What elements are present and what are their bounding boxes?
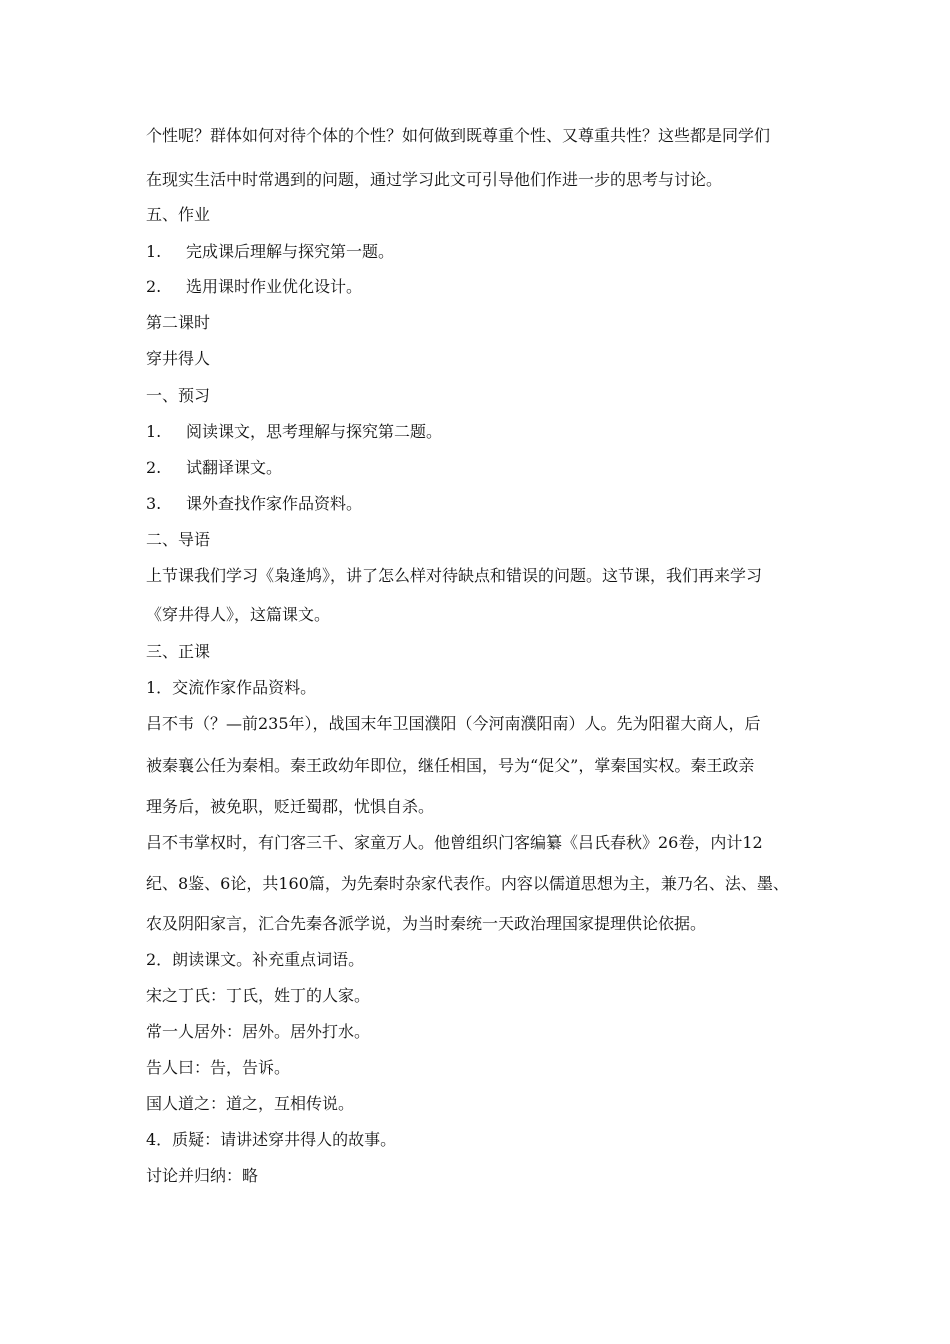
list-text: 试翻译课文。 bbox=[186, 458, 283, 477]
list-item bbox=[146, 277, 362, 297]
list-text: 课外查找作家作品资料。 bbox=[186, 494, 363, 513]
list-text: 选用课时作业优化设计。 bbox=[186, 277, 363, 296]
list-number: 3. bbox=[146, 494, 162, 513]
section-heading-intro: 二、导语 bbox=[146, 530, 211, 549]
lesson-title: 穿井得人 bbox=[146, 349, 211, 368]
list-number: 2. bbox=[146, 277, 162, 296]
list-item bbox=[146, 422, 442, 442]
section-heading-main: 三、正课 bbox=[146, 642, 211, 661]
section-heading-homework: 五、作业 bbox=[146, 205, 211, 224]
paragraph-line: 农及阴阳家言，汇合先秦各派学说，为当时秦统一天政治理国家提理供论依据。 bbox=[146, 914, 707, 933]
step-heading: 1．交流作家作品资料。 bbox=[146, 678, 317, 697]
paragraph-line: 理务后，被免职，贬迁蜀郡，忧惧自杀。 bbox=[146, 797, 435, 816]
lesson-label: 第二课时 bbox=[146, 313, 211, 332]
paragraph-line: 上节课我们学习《枭逢鸠》，讲了怎么样对待缺点和错误的问题。这节课，我们再来学习 bbox=[146, 566, 763, 585]
step-heading: 4．质疑：请讲述穿井得人的故事。 bbox=[146, 1130, 397, 1149]
vocab-item: 国人道之：道之，互相传说。 bbox=[146, 1094, 355, 1113]
list-item bbox=[146, 242, 394, 262]
vocab-item: 常一人居外：居外。居外打水。 bbox=[146, 1022, 371, 1041]
list-number: 2. bbox=[146, 458, 162, 477]
paragraph-line: 个性呢？群体如何对待个体的个性？如何做到既尊重个性、又尊重共性？这些都是同学们 bbox=[146, 126, 771, 145]
paragraph-line: 讨论并归纳：略 bbox=[146, 1166, 259, 1185]
paragraph-line: 在现实生活中时常遇到的问题，通过学习此文可引导他们作进一步的思考与讨论。 bbox=[146, 170, 723, 189]
vocab-item: 告人曰：告，告诉。 bbox=[146, 1058, 291, 1077]
list-text: 阅读课文，思考理解与探究第二题。 bbox=[186, 422, 443, 441]
step-heading: 2．朗读课文。补充重点词语。 bbox=[146, 950, 365, 969]
paragraph-line: 吕不韦掌权时，有门客三千、家童万人。他曾组织门客编纂《吕氏春秋》26卷，内计12 bbox=[146, 833, 763, 852]
list-text: 完成课后理解与探究第一题。 bbox=[186, 242, 395, 261]
list-number: 1. bbox=[146, 422, 162, 441]
section-heading-preview: 一、预习 bbox=[146, 386, 211, 405]
paragraph-line: 纪、8鉴、6论，共160篇，为先秦时杂家代表作。内容以儒道思想为主，兼乃名、法、墨、 bbox=[146, 874, 789, 893]
list-number: 1. bbox=[146, 242, 162, 261]
list-item bbox=[146, 494, 362, 514]
vocab-item: 宋之丁氏：丁氏，姓丁的人家。 bbox=[146, 986, 371, 1005]
paragraph-line: 《穿井得人》，这篇课文。 bbox=[146, 605, 331, 624]
list-item bbox=[146, 458, 282, 478]
paragraph-line: 吕不韦（？—前235年），战国末年卫国濮阳（今河南濮阳南）人。先为阳翟大商人，后 bbox=[146, 714, 761, 733]
paragraph-line: 被秦襄公任为秦相。秦王政幼年即位，继任相国，号为“促父”，掌秦国实权。秦王政亲 bbox=[146, 756, 755, 775]
